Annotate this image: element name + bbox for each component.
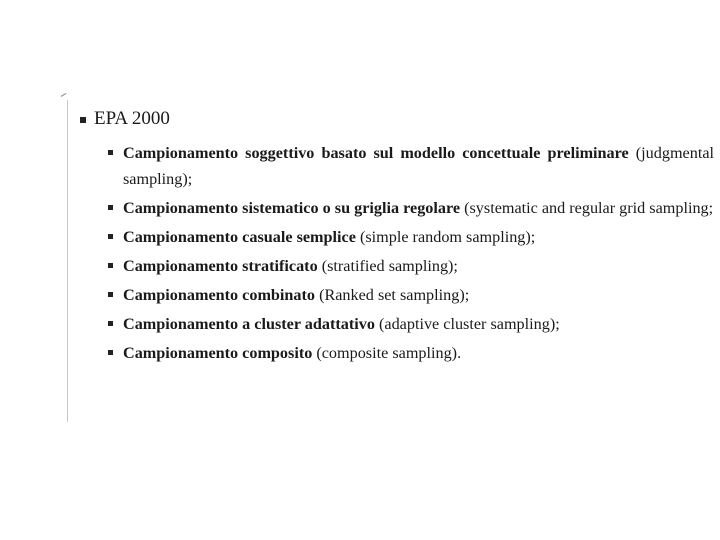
heading-label: EPA 2000 — [94, 108, 170, 129]
square-bullet-icon — [108, 150, 113, 155]
method-english: (Ranked set sampling); — [315, 286, 470, 304]
method-name: Campionamento soggettivo basato sul modello concettuale preliminare — [123, 144, 629, 162]
method-english: (judgmental sampling); — [123, 144, 715, 188]
method-name: Campionamento composito — [123, 344, 313, 362]
method-english: (systematic and regular grid sampling; — [460, 199, 714, 217]
list-item — [108, 340, 714, 366]
method-english: (composite sampling). — [312, 344, 462, 362]
list-item — [108, 282, 714, 308]
heading-item — [80, 108, 170, 130]
method-name: Campionamento combinato — [123, 286, 316, 304]
square-bullet-icon — [108, 350, 113, 355]
square-bullet-icon — [108, 205, 113, 210]
method-english: (stratified sampling); — [317, 257, 458, 275]
method-name: Campionamento sistematico o su griglia regolare — [123, 199, 461, 217]
method-name: Campionamento a cluster adattativo — [123, 315, 375, 333]
method-english: (adaptive cluster sampling); — [374, 315, 560, 333]
list-item — [108, 140, 714, 192]
square-bullet-icon — [80, 117, 86, 123]
square-bullet-icon — [108, 321, 113, 326]
method-name: Campionamento casuale semplice — [123, 228, 356, 246]
method-name: Campionamento stratificato — [123, 257, 318, 275]
square-bullet-icon — [108, 292, 113, 297]
square-bullet-icon — [108, 234, 113, 239]
sampling-methods-list — [108, 140, 714, 369]
list-item — [108, 253, 714, 279]
method-english: (simple random sampling); — [355, 228, 536, 246]
square-bullet-icon — [108, 263, 113, 268]
list-item — [108, 311, 714, 337]
corner-mark — [61, 93, 70, 102]
left-margin-rule — [67, 100, 68, 422]
list-item — [108, 224, 714, 250]
list-item — [108, 195, 714, 221]
